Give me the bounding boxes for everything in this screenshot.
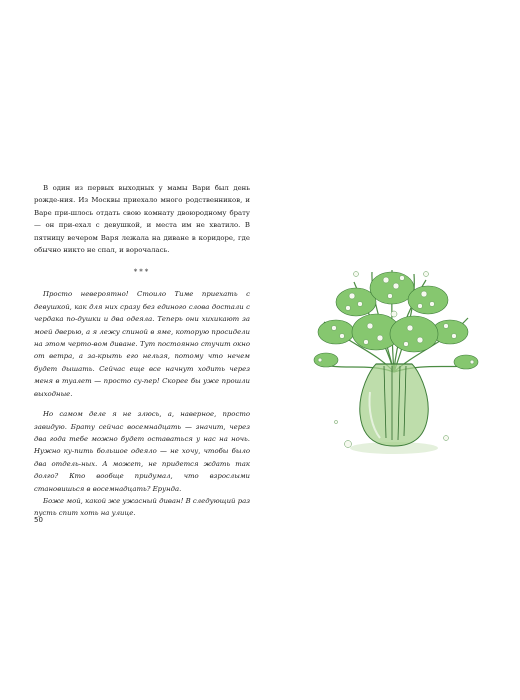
diary-paragraph: Боже мой, какой же ужасный диван! В следующий раз пусть спит хоть на улице.: [34, 496, 250, 518]
diary-paragraph: Но самом деле я не злюсь, а, наверное, просто завидую. Брату сейчас восемнадцать — значит, через два года тебе можно будет оставаться у нас на ночь. Нужно ку-пить большое одеяло — не хочу, чтобы было два отдель-ных. А может, не придется ждать так долго? Кто вообще придумал, что взрослыми становишься в восемнадцать? Ерунда.: [34, 410, 250, 493]
page-text-column: [34, 182, 250, 520]
diary-paragraph: Просто невероятно! Стоило Тиме приехать с девушкой, как для них сразу без единого слова достали с чердака по-душки и два одеяла. Теперь они хихикают за моей дверью, а я лежу спиной в яме, которую просидели на этом черто-вом диване. Тут постоянно стучит окно от ветра, а за-крыть его нельзя, потому что нечем будет дышать. Сейчас еще все начнут ходить через меня в туалет — просто су-пер! Скорее бы уже прошли выходные.: [34, 290, 250, 398]
vase-illustration: [296, 252, 492, 468]
intro-paragraph: В один из первых выходных у мамы Вари был день рожде-ния. Из Москвы приехало много родственников, и Варе при-шлось отдать свою комнату двоюродному брату — он при-ехал с девушкой, и места им не хватило. В пятницу вечером Варя лежала на диване в коридоре, где обычно никто не спал, и ворочалась.: [34, 184, 250, 255]
flower-vase-icon: [296, 252, 492, 468]
section-separator: ***: [133, 268, 151, 277]
white-blossoms: [318, 272, 474, 365]
page-number: 50: [34, 516, 43, 524]
